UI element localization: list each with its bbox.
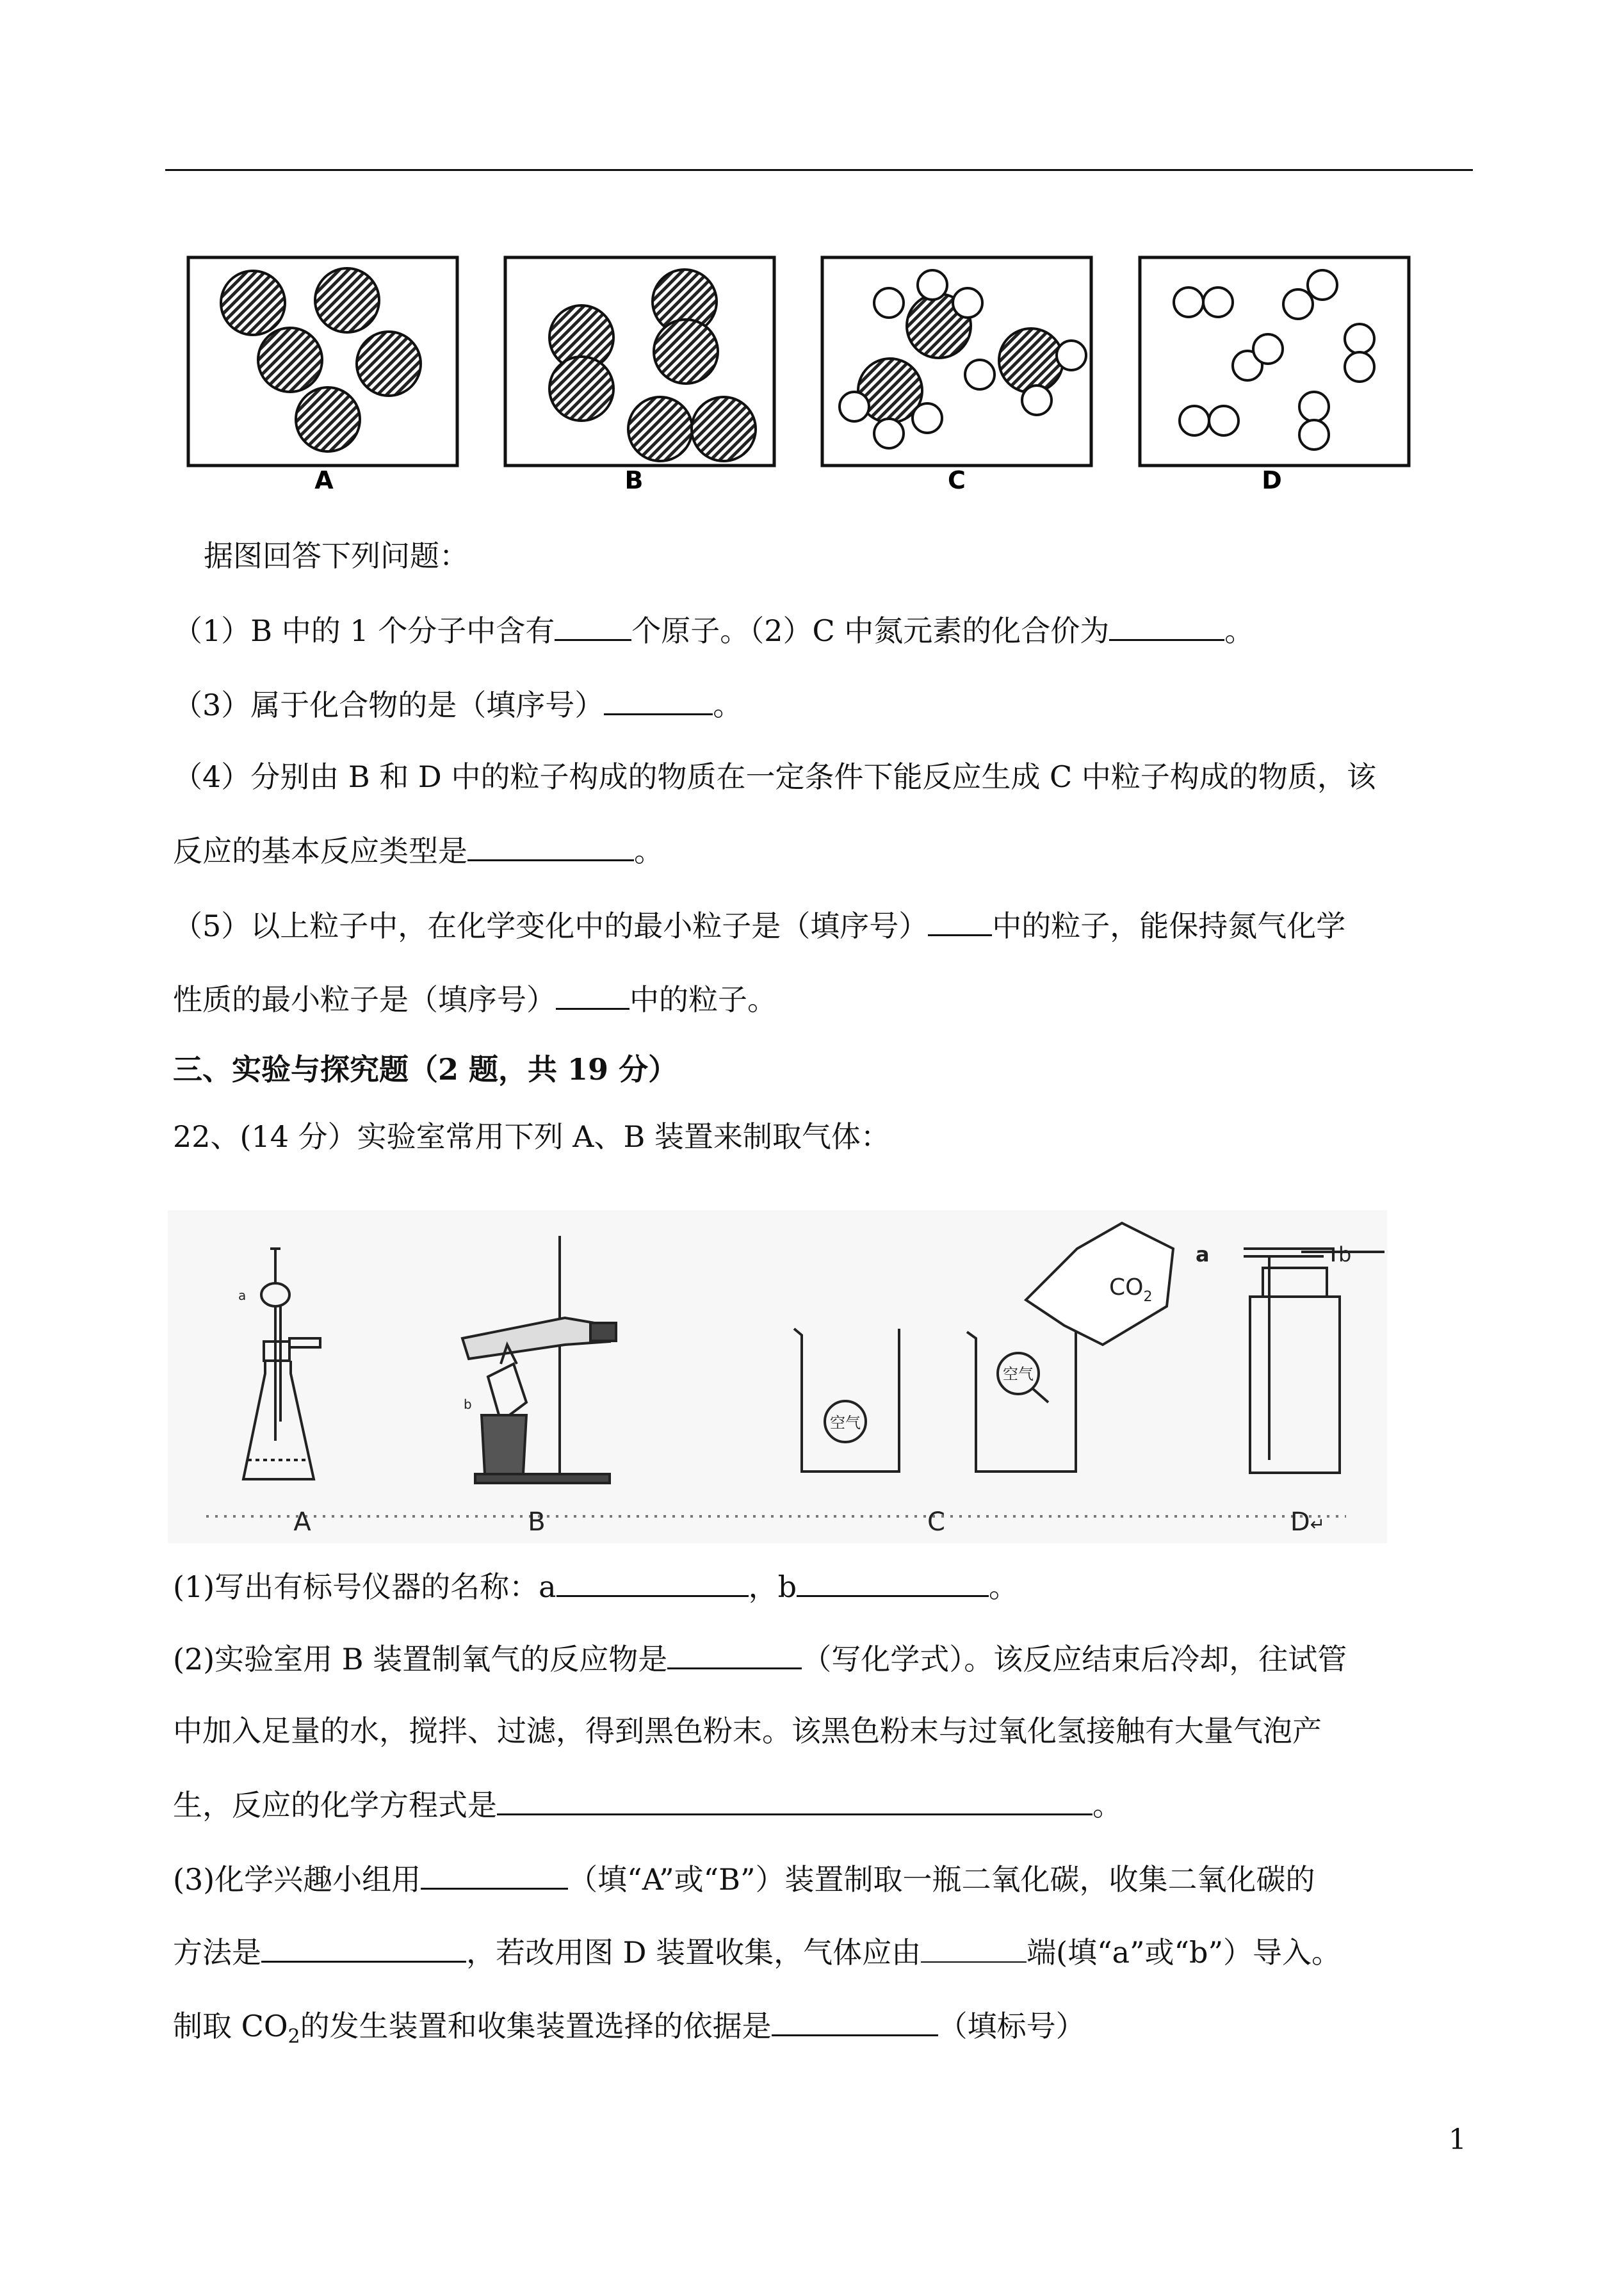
atom — [1253, 334, 1283, 364]
atom — [1299, 420, 1329, 450]
apparatus-figure — [168, 1210, 1387, 1543]
atom — [1203, 288, 1233, 317]
q21-line-1: （1）B 中的 1 个分子中含有 个原子。（2）C 中氮元素的化合价为 。 — [173, 611, 1254, 650]
panel-label-d: D — [1262, 466, 1282, 494]
atom — [874, 288, 904, 318]
q22-part-2a: (2)实验室用 B 装置制氧气的反应物是 （写化学式）。该反应结束后冷却，往试管 — [173, 1639, 1347, 1678]
atom — [953, 288, 982, 318]
apparatus-label-d: D↵ — [1290, 1507, 1326, 1537]
apparatus-label-c: C — [927, 1507, 945, 1537]
answer-blank[interactable] — [261, 1933, 466, 1963]
panel-label-b: B — [624, 466, 644, 494]
atom — [1180, 406, 1209, 435]
panel-d — [1140, 257, 1409, 494]
atom — [221, 271, 285, 335]
atom — [654, 320, 718, 384]
label-a-small: a — [238, 1288, 247, 1303]
q21-line-5b: 性质的最小粒子是（填序号） 中的粒子。 — [173, 980, 777, 1019]
atom — [874, 419, 904, 448]
q21-line-4a: （4）分别由 B 和 D 中的粒子构成的物质在一定条件下能反应生成 C 中粒子构成的物质，该 — [173, 759, 1376, 794]
d-port-a: a — [1196, 1242, 1210, 1267]
answer-blank[interactable] — [556, 980, 629, 1010]
q22-part-2c: 生，反应的化学方程式是 。 — [173, 1785, 1122, 1824]
answer-blank[interactable] — [467, 831, 634, 861]
atom — [692, 397, 756, 461]
atom — [1057, 341, 1086, 370]
section-3-heading: 三、实验与探究题（2 题，共 19 分） — [173, 1052, 678, 1087]
atom — [999, 328, 1063, 393]
panel-b — [505, 257, 774, 494]
answer-blank[interactable] — [1109, 611, 1224, 641]
page-number: 1 — [1449, 2123, 1466, 2156]
q22-intro: 22、(14 分）实验室常用下列 A、B 装置来制取气体： — [173, 1119, 890, 1154]
answer-blank[interactable] — [555, 611, 631, 641]
q22-part-3c: 制取 $CO_2$的发生装置和收集装置选择的依据是 （填标号） — [173, 2006, 1085, 2056]
q21-line-3: （3）属于化合物的是（填序号） 。 — [173, 685, 742, 724]
atom — [258, 328, 322, 392]
atom — [913, 403, 942, 433]
atom — [357, 332, 421, 396]
atom — [315, 268, 379, 332]
q22-part-2b: 中加入足量的水，搅拌、过滤，得到黑色粉末。该黑色粉末与过氧化氢接触有大量气泡产 — [173, 1714, 1322, 1748]
answer-blank[interactable] — [667, 1639, 802, 1669]
atom — [1345, 352, 1374, 382]
q22-part-3a: (3)化学兴趣小组用 （填“A”或“B”）装置制取一瓶二氧化碳，收集二氧化碳的 — [173, 1860, 1315, 1899]
q21-line-5a: （5）以上粒子中，在化学变化中的最小粒子是（填序号） 中的粒子，能保持氮气化学 — [173, 906, 1345, 945]
panel-label-c: C — [948, 466, 966, 494]
atom — [1174, 288, 1203, 317]
air-label-right: 空气 — [1003, 1365, 1034, 1383]
apparatus-label-b: B — [528, 1507, 546, 1537]
atom — [918, 270, 947, 300]
particle-model-figure — [179, 247, 1434, 503]
atom — [840, 392, 869, 421]
answer-blank[interactable] — [604, 685, 713, 715]
answer-blank[interactable] — [497, 1785, 1092, 1815]
answer-blank[interactable] — [421, 1860, 568, 1890]
answer-blank[interactable] — [772, 2006, 938, 2036]
air-label-left: 空气 — [830, 1414, 861, 1432]
atom — [1299, 392, 1329, 421]
atom — [965, 360, 995, 389]
label-b-small: b — [464, 1397, 472, 1412]
answer-blank[interactable] — [797, 1567, 989, 1597]
top-rule — [165, 169, 1473, 171]
q21-line-4b: 反应的基本反应类型是 。 — [173, 831, 663, 870]
co2-bottle-label: $CO_2$ — [1109, 1274, 1153, 1305]
atom — [628, 397, 692, 461]
answer-blank[interactable] — [921, 1933, 1027, 1963]
atom — [1022, 385, 1052, 415]
q22-part-3b: 方法是 ，若改用图 D 装置收集，气体应由 端(填“a”或“b”）导入。 — [173, 1933, 1341, 1972]
atom — [1345, 324, 1374, 353]
atom — [296, 387, 360, 451]
panel-label-a: A — [314, 466, 334, 494]
q22-part-1: (1)写出有标号仪器的名称：a ，b 。 — [173, 1567, 1018, 1606]
apparatus-label-a: A — [293, 1507, 311, 1537]
panel-a — [188, 257, 457, 494]
atom — [549, 357, 613, 421]
intro-line: 据图回答下列问题： — [204, 539, 469, 573]
d-port-b: b — [1338, 1242, 1352, 1267]
answer-blank[interactable] — [556, 1567, 749, 1597]
panel-c — [822, 257, 1091, 494]
atom — [1308, 270, 1337, 300]
atom — [1209, 406, 1238, 435]
atom — [1283, 289, 1313, 319]
answer-blank[interactable] — [928, 906, 992, 936]
